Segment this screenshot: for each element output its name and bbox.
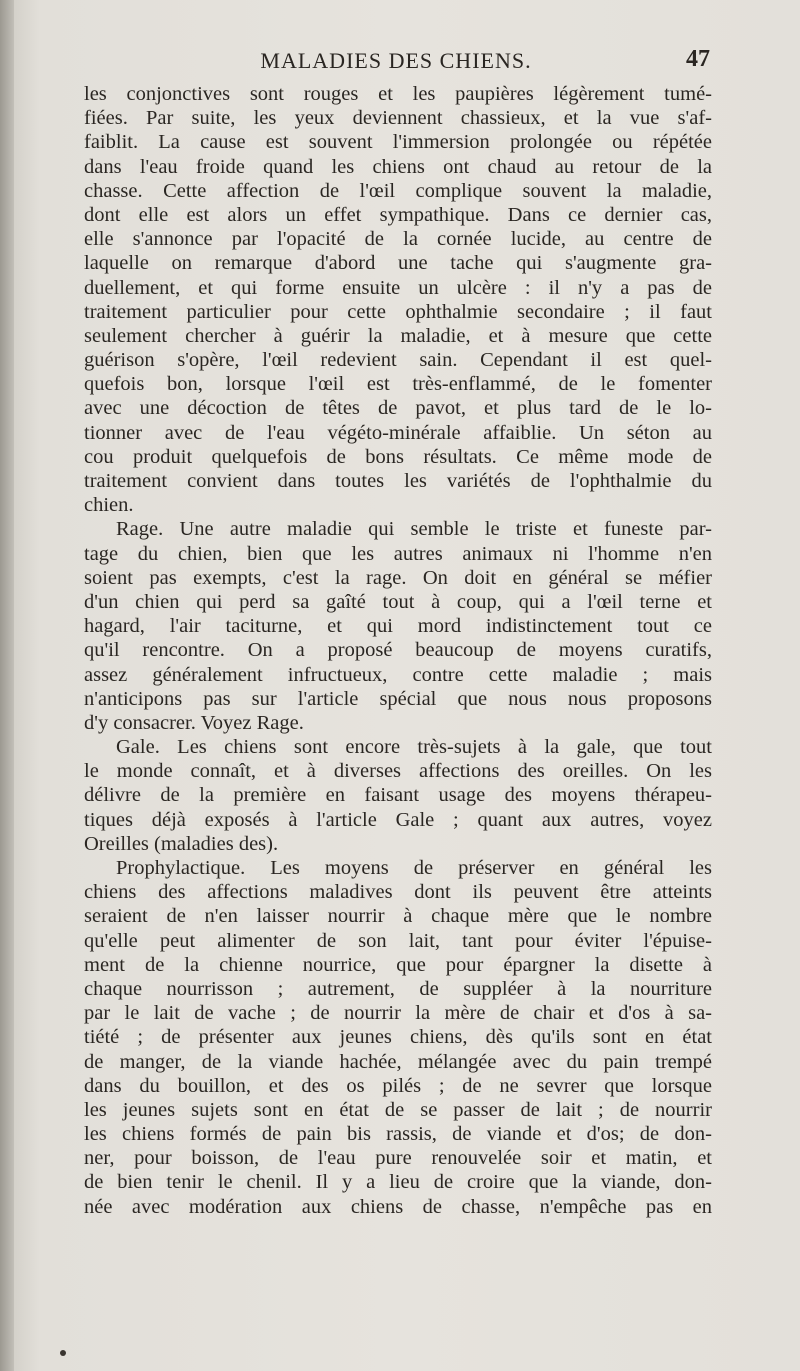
text-line: hagard, l'air taciturne, et qui mord indistinctement tout ce: [84, 615, 712, 638]
text-line: seulement chercher à guérir la maladie, et à mesure que cette: [84, 324, 712, 347]
text-line: traitement convient dans toutes les variétés de l'ophthalmie du: [84, 470, 712, 492]
text-line: le monde connaît, et à diverses affections des oreilles. On les: [84, 760, 712, 783]
text-line-prophylactique: Prophylactique. Les moyens de préserver en général les: [116, 857, 712, 879]
text-line: tiété ; de présenter aux jeunes chiens, dès qu'ils sont en état: [84, 1026, 712, 1049]
text-line: Oreilles (maladies des).: [84, 832, 279, 855]
text-line: tage du chien, bien que les autres animaux ni l'homme n'en: [84, 542, 712, 565]
text-line: de bien tenir le chenil. Il y a lieu de croire que la viande, don-: [84, 1171, 712, 1194]
text-line-rage: Rage. Une autre maladie qui semble le triste et funeste par-: [116, 518, 712, 541]
text-line: ment de la chienne nourrice, que pour épargner la disette à: [84, 953, 712, 976]
ink-speck: [60, 1350, 66, 1356]
page-header: [80, 44, 712, 80]
text-line: assez généralement infructueux, contre cette maladie ; mais: [84, 663, 712, 686]
text-line: faiblit. La cause est souvent l'immersion prolongée ou répétée: [84, 131, 712, 154]
body-text: [84, 82, 712, 1219]
text-line: traitement particulier pour cette ophthalmie secondaire ; il faut: [84, 300, 712, 323]
text-line: soient pas exempts, c'est la rage. On doit en général se méfier: [84, 566, 712, 589]
text-line: fiées. Par suite, les yeux deviennent chassieux, et la vue s'af-: [84, 107, 712, 130]
text-line: délivre de la première en faisant usage des moyens thérapeu-: [84, 784, 712, 807]
text-line: les conjonctives sont rouges et les paupières légèrement tumé-: [84, 83, 712, 105]
text-line: seraient de n'en laisser nourrir à chaque mère que le nombre: [84, 905, 712, 928]
text-line: qu'elle peut alimenter de son lait, tant pour éviter l'épuise-: [84, 929, 712, 952]
text-line: quefois bon, lorsque l'œil est très-enflammé, de le fomenter: [84, 373, 712, 396]
text-line: d'y consacrer. Voyez Rage.: [84, 711, 304, 734]
text-line: les jeunes sujets sont en état de se passer de lait ; de nourrir: [84, 1098, 712, 1121]
running-head: MALADIES DES CHIENS.: [260, 48, 532, 73]
text-line: duellement, et qui forme ensuite un ulcère : il n'y a pas de: [84, 276, 712, 299]
book-spine-shadow: [0, 0, 14, 1371]
text-line: chiens des affections maladives dont ils peuvent être atteints: [84, 881, 712, 904]
page-number: 47: [686, 46, 710, 72]
text-line: laquelle on remarque d'abord une tache qui s'augmente gra-: [84, 252, 712, 275]
text-line: ner, pour boisson, de l'eau pure renouvelée soir et matin, et: [84, 1147, 712, 1170]
text-line: avec une décoction de têtes de pavot, et plus tard de le lo-: [84, 397, 712, 420]
text-line: née avec modération aux chiens de chasse, n'empêche pas en: [84, 1195, 712, 1218]
text-line: chaque nourrisson ; autrement, de suppléer à la nourriture: [84, 977, 712, 1000]
text-line: n'anticipons pas sur l'article spécial que nous nous proposons: [84, 687, 712, 710]
text-line: tionner avec de l'eau végéto-minérale affaiblie. Un séton au: [84, 421, 712, 444]
text-line: cou produit quelquefois de bons résultats. Ce même mode de: [84, 445, 712, 468]
text-line: dans l'eau froide quand les chiens ont chaud au retour de la: [84, 155, 712, 178]
text-line: les chiens formés de pain bis rassis, de viande et d'os; de don-: [84, 1123, 712, 1146]
text-line: de manger, de la viande hachée, mélangée avec du pain trempé: [84, 1050, 712, 1073]
text-line: par le lait de vache ; de nourrir la mère de chair et d'os à sa-: [84, 1002, 712, 1025]
text-line: d'un chien qui perd sa gaîté tout à coup, qui a l'œil terne et: [84, 590, 712, 613]
text-line: chien.: [84, 494, 134, 517]
text-line-gale: Gale. Les chiens sont encore très-sujets à la gale, que tout: [116, 736, 712, 759]
text-line: elle s'annonce par l'opacité de la cornée lucide, au centre de: [84, 228, 712, 251]
text-line: guérison s'opère, l'œil redevient sain. Cependant il est quel-: [84, 349, 712, 372]
text-line: tiques déjà exposés à l'article Gale ; quant aux autres, voyez: [84, 808, 712, 831]
text-line: dont elle est alors un effet sympathique. Dans ce dernier cas,: [84, 203, 712, 226]
text-line: qu'il rencontre. On a proposé beaucoup de moyens curatifs,: [84, 639, 712, 662]
text-line: dans du bouillon, et des os pilés ; de ne sevrer que lorsque: [84, 1074, 712, 1097]
text-line: chasse. Cette affection de l'œil complique souvent la maladie,: [84, 179, 712, 202]
